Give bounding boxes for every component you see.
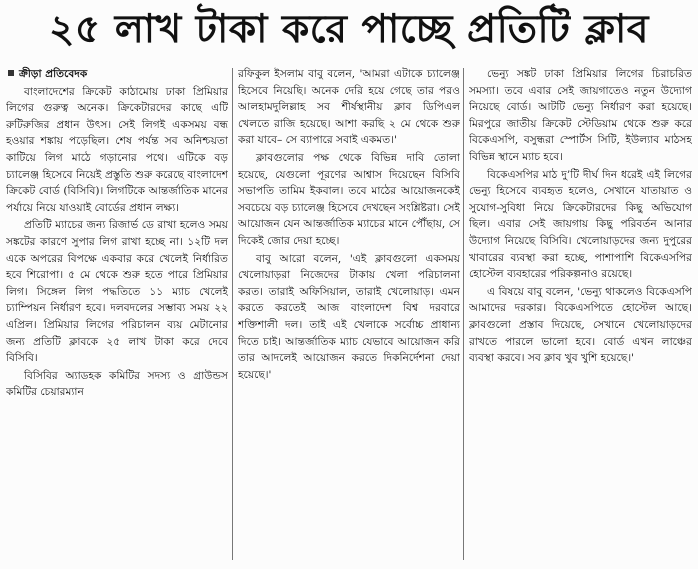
bullet-square-icon [8,70,14,76]
article-column-1 [6,66,228,566]
byline [6,66,228,83]
paragraph: ভেন্যু সঙ্কট ঢাকা প্রিমিয়ার লিগের চিরাচরিত সমস্যা। তবে এবার সেই জায়গাতেও নতুন উদ্যোগ নিয়েছে বোর্ড। আটটি ভেন্যু নির্ধারণ করা হয়েছে। মিরপুরে জাতীয় ক্রিকেট স্টেডিয়াম থেকে শুরু করে বিকেএসপি, বসুন্ধরা স্পোর্টস সিটি, ইউল্যাব মাঠসহ বিভিন্ন স্থানে ম্যাচ হবে। [469,68,692,163]
column-divider [232,68,233,560]
article-column-2 [238,66,460,566]
headline: ২৫ লাখ টাকা করে পাচ্ছে প্রতিটি ক্লাব [48,7,650,52]
paragraph: বাবু আরো বলেন, 'এই ক্লাবগুলো একসময় খেলোয়াড়রা নিজেদের টাকায় খেলা পরিচালনা করত। তারাই অফিসিয়াল, তারাই খেলোয়াড়। এমন করতে করতেই আজ বাংলাদেশ বিশ্ব দরবারে শক্তিশালী দল। তাই এই খেলাকে সর্বোচ্চ প্রাধান্য দিতে চাই। আন্তর্জাতিক ম্যাচ যেভাবে আয়োজন করি তার আদলেই আয়োজন করতে দিকনির্দেশনা দেয়া হয়েছে।' [238,252,460,381]
paragraph: বিসিবির অ্যাডহক কমিটির সদস্য ও গ্রাউন্ডস কমিটির চেয়ারম্যান [6,369,228,399]
paragraph: প্রতিটি ম্যাচের জন্য রিজার্ভ ডে রাখা হলেও সময় সঙ্কটের কারণে সুপার লিগ রাখা হচ্ছে না। ১২টি দল একে অপরের বিপক্ষে একবার করে খেলেই নির্ধারিত হবে শিরোপা। ৫ মে থেকে শুরু হতে পারে প্রিমিয়ার লিগ। সিঙ্গেল লিগ পদ্ধতিতে ১১ ম্যাচ খেলেই চ্যাম্পিয়ন নির্ধারণ হবে। দলবদলের সম্ভাব্য সময় ২২ এপ্রিল। প্রিমিয়ার লিগের পরিচালন ব্যয় মেটানোর জন্য প্রতিটি ক্লাবকে ২৫ লাখ টাকা করে দেবে বিসিবি। [6,219,228,365]
paragraph: রফিকুল ইসলাম বাবু বলেন, 'আমরা এটাকে চ্যালেঞ্জ হিসেবে নিয়েছি। অনেক দেরি হয়ে গেছে তার পরও আলহামদুলিল্লাহ সব শীর্ষস্থানীয় ক্লাব ডিপিএল খেলতে রাজি হয়েছে। আশা করছি ২ মে থেকে শুরু করা যাবে– সে ব্যাপারে সবাই একমত।' [238,68,460,147]
byline-text: ক্রীড়া প্রতিবেদক [19,68,88,80]
column-divider [463,68,464,560]
paragraph: ক্লাবগুলোর পক্ষ থেকে বিভিন্ন দাবি তোলা হয়েছে, যেগুলো পূরণের আশ্বাস দিয়েছেন বিসিবি সভাপতি তামিম ইকবাল। তবে মাঠের আয়োজনকেই সবচেয়ে বড় চ্যালেঞ্জ হিসেবে দেখছেন সংশ্লিষ্টরা। সেই আয়োজন যেন আন্তর্জাতিক ম্যাচের মানে পৌঁছায়, সে দিকেই জোর দেয়া হচ্ছে। [238,151,460,247]
article-column-3 [469,66,692,566]
paragraph: বাংলাদেশের ক্রিকেট কাঠামোয় ঢাকা প্রিমিয়ার লিগের গুরুত্ব অনেক। ক্রিকেটারদের কাছে এটি রুটিরুজির প্রধান উৎস। সেই লিগই একসময় বন্ধ হওয়ার শঙ্কায় পড়েছিল। শেষ পর্যন্ত সব অনিশ্চয়তা কাটিয়ে লিগ মাঠে গড়ানোর পথে। এটিকে বড় চ্যালেঞ্জ হিসেবে নিয়েই প্রস্তুতি শুরু করেছে বাংলাদেশ ক্রিকেট বোর্ড (বিসিবি)। লিগটিকে আন্তর্জাতিক মানের পর্যায়ে নিয়ে যাওয়াই বোর্ডের প্রধান লক্ষ্য। [6,85,228,214]
paragraph: বিকেএসপির মাঠ দু’টি দীর্ঘ দিন ধরেই এই লিগের ভেন্যু হিসেবে ব্যবহৃত হলেও, সেখানে যাতায়াত ও সুযোগ-সুবিধা নিয়ে ক্রিকেটারদের কিছু অভিযোগ ছিল। এবার সেই জায়গায় কিছু পরিবর্তন আনার উদ্যোগ নিয়েছে বিসিবি। খেলোয়াড়দের জন্য দুপুরের খাবারের ব্যবস্থা করা হচ্ছে, পাশাপাশি বিকেএসপির হোস্টেল ব্যবহারের পরিকল্পনাও রয়েছে। [469,168,692,281]
paragraph: এ বিষয়ে বাবু বলেন, 'ভেন্যু থাকলেও বিকেএসপি আমাদের দরকার। বিকেএসপিতে হোস্টেল আছে। ক্লাবগুলো প্রস্তাব দিয়েছে, সেখানে খেলোয়াড়দের রাখতে পারলে ভালো হবে। বোর্ড এখন লাঞ্চের ব্যবস্থা করবে। সব ক্লাব খুব খুশি হয়েছে।' [469,285,692,365]
